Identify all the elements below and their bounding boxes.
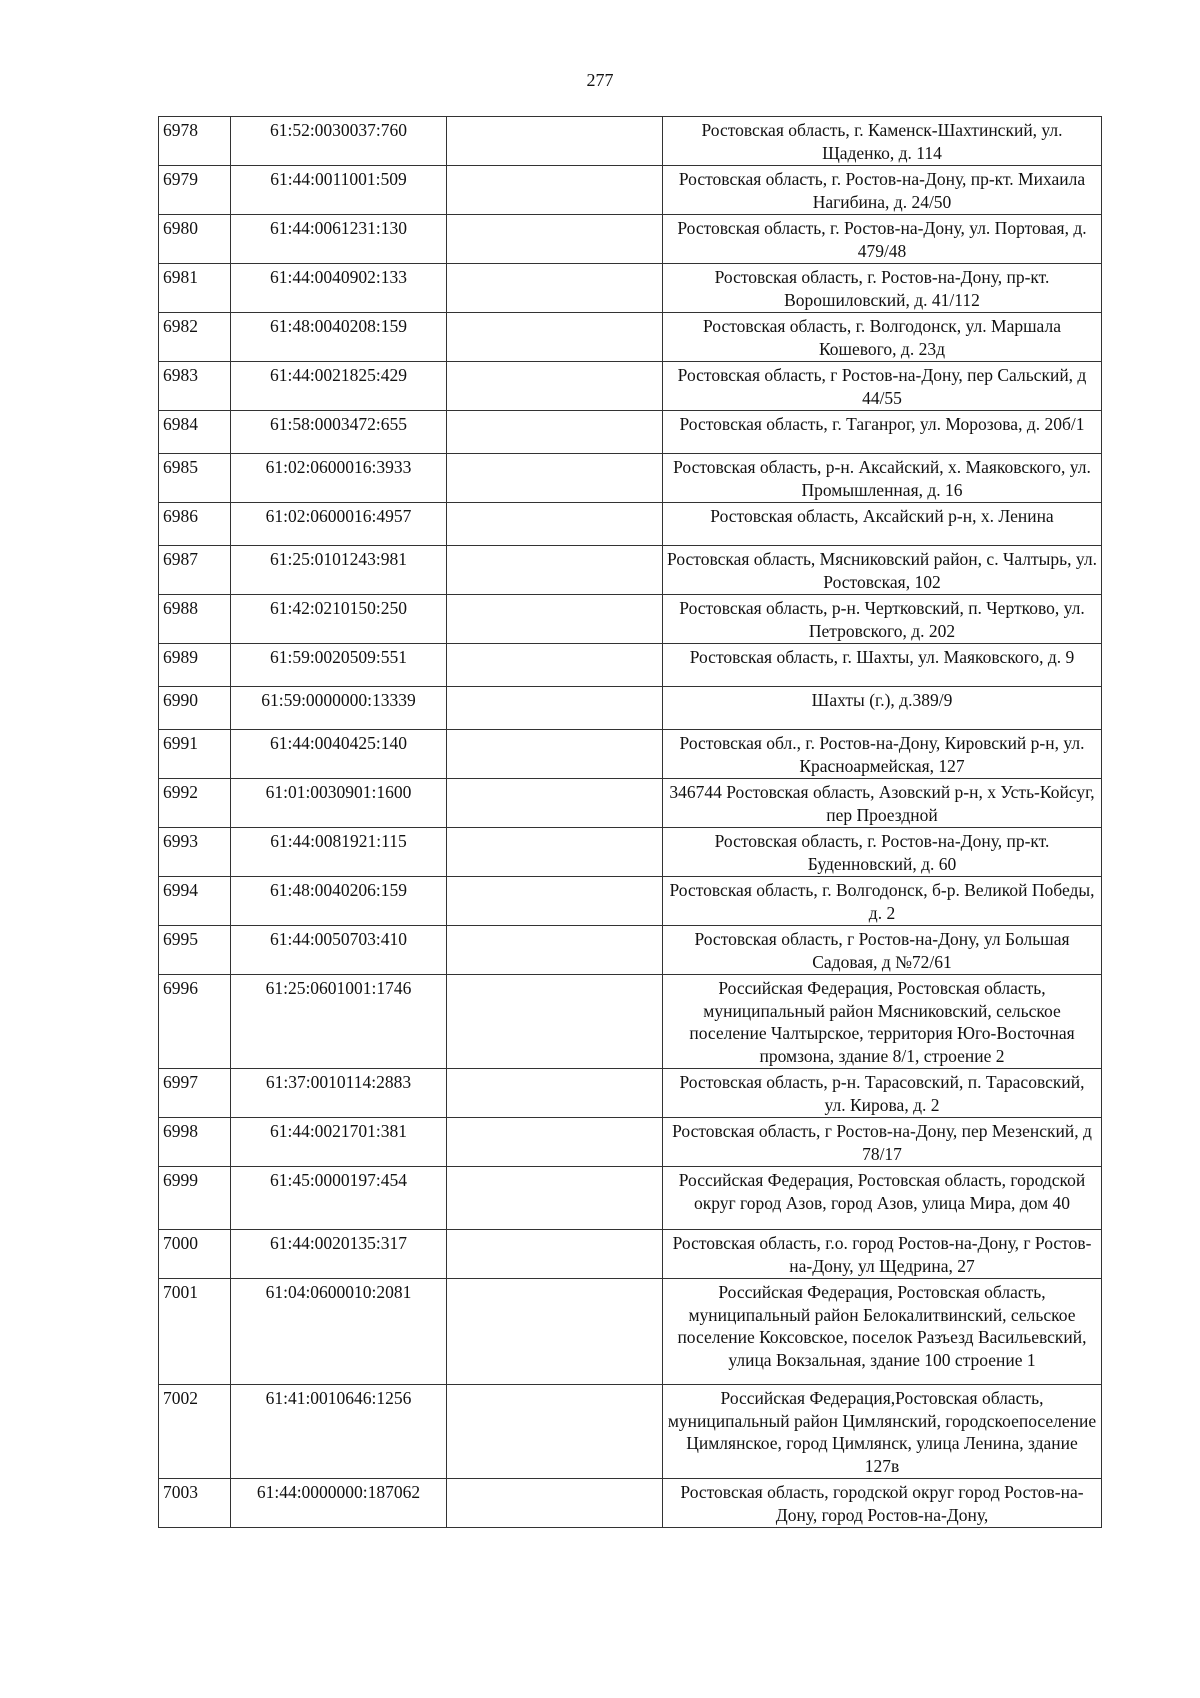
cadastral-number-cell: 61:42:0210150:250 bbox=[231, 595, 447, 644]
address-cell: Ростовская область, г. Ростов-на-Дону, пр-кт. Ворошиловский, д. 41/112 bbox=[663, 264, 1102, 313]
table-row bbox=[159, 1230, 1102, 1279]
table-row bbox=[159, 1479, 1102, 1528]
row-number-cell: 6988 bbox=[159, 595, 231, 644]
cadastral-number-cell: 61:04:0600010:2081 bbox=[231, 1279, 447, 1385]
empty-cell bbox=[447, 975, 663, 1069]
row-number-cell: 6994 bbox=[159, 877, 231, 926]
empty-cell bbox=[447, 215, 663, 264]
empty-cell bbox=[447, 1479, 663, 1528]
table-row bbox=[159, 926, 1102, 975]
cadastral-number-cell: 61:25:0601001:1746 bbox=[231, 975, 447, 1069]
row-number-cell: 6991 bbox=[159, 730, 231, 779]
cadastral-number-cell: 61:48:0040206:159 bbox=[231, 877, 447, 926]
empty-cell bbox=[447, 730, 663, 779]
empty-cell bbox=[447, 503, 663, 546]
table-row bbox=[159, 828, 1102, 877]
address-cell: Ростовская область, г. Волгодонск, б-р. Великой Победы, д. 2 bbox=[663, 877, 1102, 926]
row-number-cell: 6987 bbox=[159, 546, 231, 595]
cadastral-number-cell: 61:59:0020509:551 bbox=[231, 644, 447, 687]
cadastral-number-cell: 61:44:0040425:140 bbox=[231, 730, 447, 779]
address-cell: Ростовская область, г Ростов-на-Дону, ул Большая Садовая, д №72/61 bbox=[663, 926, 1102, 975]
row-number-cell: 6980 bbox=[159, 215, 231, 264]
empty-cell bbox=[447, 1069, 663, 1118]
property-registry-table bbox=[158, 116, 1102, 1528]
address-cell: Ростовская область, городской округ город Ростов-на-Дону, город Ростов-на-Дону, bbox=[663, 1479, 1102, 1528]
cadastral-number-cell: 61:44:0021701:381 bbox=[231, 1118, 447, 1167]
cadastral-number-cell: 61:02:0600016:4957 bbox=[231, 503, 447, 546]
row-number-cell: 6997 bbox=[159, 1069, 231, 1118]
row-number-cell: 6982 bbox=[159, 313, 231, 362]
row-number-cell: 6989 bbox=[159, 644, 231, 687]
address-cell: Ростовская область, р-н. Аксайский, х. Маяковского, ул. Промышленная, д. 16 bbox=[663, 454, 1102, 503]
table-row bbox=[159, 454, 1102, 503]
table-row bbox=[159, 975, 1102, 1069]
cadastral-number-cell: 61:44:0061231:130 bbox=[231, 215, 447, 264]
table-row bbox=[159, 1385, 1102, 1479]
row-number-cell: 6990 bbox=[159, 687, 231, 730]
empty-cell bbox=[447, 166, 663, 215]
table-row bbox=[159, 546, 1102, 595]
address-cell: Ростовская область, г. Каменск-Шахтинский, ул. Щаденко, д. 114 bbox=[663, 117, 1102, 166]
row-number-cell: 6985 bbox=[159, 454, 231, 503]
address-cell: Ростовская область, г.о. город Ростов-на-Дону, г Ростов-на-Дону, ул Щедрина, 27 bbox=[663, 1230, 1102, 1279]
empty-cell bbox=[447, 1230, 663, 1279]
empty-cell bbox=[447, 546, 663, 595]
cadastral-number-cell: 61:44:0050703:410 bbox=[231, 926, 447, 975]
cadastral-number-cell: 61:44:0081921:115 bbox=[231, 828, 447, 877]
address-cell: Ростовская область, г. Волгодонск, ул. Маршала Кошевого, д. 23д bbox=[663, 313, 1102, 362]
table-row bbox=[159, 1279, 1102, 1385]
row-number-cell: 6992 bbox=[159, 779, 231, 828]
cadastral-number-cell: 61:58:0003472:655 bbox=[231, 411, 447, 454]
address-cell: Ростовская область, г. Ростов-на-Дону, пр-кт. Буденновский, д. 60 bbox=[663, 828, 1102, 877]
cadastral-number-cell: 61:37:0010114:2883 bbox=[231, 1069, 447, 1118]
row-number-cell: 7001 bbox=[159, 1279, 231, 1385]
cadastral-number-cell: 61:59:0000000:13339 bbox=[231, 687, 447, 730]
address-cell: Ростовская обл., г. Ростов-на-Дону, Кировский р-н, ул. Красноармейская, 127 bbox=[663, 730, 1102, 779]
table-row bbox=[159, 1167, 1102, 1230]
address-cell: Ростовская область, г. Ростов-на-Дону, пр-кт. Михаила Нагибина, д. 24/50 bbox=[663, 166, 1102, 215]
empty-cell bbox=[447, 313, 663, 362]
address-cell: 346744 Ростовская область, Азовский р-н, х Усть-Койсуг, пер Проездной bbox=[663, 779, 1102, 828]
cadastral-number-cell: 61:48:0040208:159 bbox=[231, 313, 447, 362]
table-row bbox=[159, 1069, 1102, 1118]
table-row bbox=[159, 644, 1102, 687]
row-number-cell: 7000 bbox=[159, 1230, 231, 1279]
address-cell: Ростовская область, Мясниковский район, с. Чалтырь, ул. Ростовская, 102 bbox=[663, 546, 1102, 595]
cadastral-number-cell: 61:44:0040902:133 bbox=[231, 264, 447, 313]
address-cell: Ростовская область, г. Шахты, ул. Маяковского, д. 9 bbox=[663, 644, 1102, 687]
cadastral-number-cell: 61:44:0020135:317 bbox=[231, 1230, 447, 1279]
registry-table-body bbox=[159, 117, 1102, 1528]
cadastral-number-cell: 61:02:0600016:3933 bbox=[231, 454, 447, 503]
address-cell: Российская Федерация, Ростовская область, муниципальный район Белокалитвинский, сельское поселение Коксовское, поселок Разъезд Васильевский, улица Вокзальная, здание 100 строение 1 bbox=[663, 1279, 1102, 1385]
row-number-cell: 6979 bbox=[159, 166, 231, 215]
table-row bbox=[159, 730, 1102, 779]
page-number: 277 bbox=[586, 70, 614, 90]
cadastral-number-cell: 61:41:0010646:1256 bbox=[231, 1385, 447, 1479]
table-row bbox=[159, 166, 1102, 215]
address-cell: Ростовская область, Аксайский р-н, х. Ленина bbox=[663, 503, 1102, 546]
row-number-cell: 6993 bbox=[159, 828, 231, 877]
empty-cell bbox=[447, 687, 663, 730]
table-row bbox=[159, 595, 1102, 644]
table-row bbox=[159, 687, 1102, 730]
address-cell: Российская Федерация, Ростовская область, городской округ город Азов, город Азов, улица Мира, дом 40 bbox=[663, 1167, 1102, 1230]
empty-cell bbox=[447, 595, 663, 644]
address-cell: Ростовская область, г. Ростов-на-Дону, ул. Портовая, д. 479/48 bbox=[663, 215, 1102, 264]
empty-cell bbox=[447, 1167, 663, 1230]
row-number-cell: 6999 bbox=[159, 1167, 231, 1230]
table-row bbox=[159, 117, 1102, 166]
row-number-cell: 6996 bbox=[159, 975, 231, 1069]
empty-cell bbox=[447, 644, 663, 687]
row-number-cell: 7002 bbox=[159, 1385, 231, 1479]
row-number-cell: 6998 bbox=[159, 1118, 231, 1167]
address-cell: Российская Федерация,Ростовская область, муниципальный район Цимлянский, городскоепоселение Цимлянское, город Цимлянск, улица Ленина, здание 127в bbox=[663, 1385, 1102, 1479]
empty-cell bbox=[447, 1118, 663, 1167]
empty-cell bbox=[447, 926, 663, 975]
cadastral-number-cell: 61:44:0000000:187062 bbox=[231, 1479, 447, 1528]
table-row bbox=[159, 264, 1102, 313]
cadastral-number-cell: 61:44:0011001:509 bbox=[231, 166, 447, 215]
cadastral-number-cell: 61:52:0030037:760 bbox=[231, 117, 447, 166]
empty-cell bbox=[447, 828, 663, 877]
table-row bbox=[159, 411, 1102, 454]
address-cell: Шахты (г.), д.389/9 bbox=[663, 687, 1102, 730]
row-number-cell: 6981 bbox=[159, 264, 231, 313]
row-number-cell: 7003 bbox=[159, 1479, 231, 1528]
address-cell: Ростовская область, р-н. Чертковский, п. Чертково, ул. Петровского, д. 202 bbox=[663, 595, 1102, 644]
table-row bbox=[159, 877, 1102, 926]
row-number-cell: 6984 bbox=[159, 411, 231, 454]
row-number-cell: 6983 bbox=[159, 362, 231, 411]
empty-cell bbox=[447, 454, 663, 503]
table-row bbox=[159, 313, 1102, 362]
empty-cell bbox=[447, 1385, 663, 1479]
cadastral-number-cell: 61:01:0030901:1600 bbox=[231, 779, 447, 828]
address-cell: Российская Федерация, Ростовская область, муниципальный район Мясниковский, сельское поселение Чалтырское, территория Юго-Восточная промзона, здание 8/1, строение 2 bbox=[663, 975, 1102, 1069]
address-cell: Ростовская область, р-н. Тарасовский, п. Тарасовский, ул. Кирова, д. 2 bbox=[663, 1069, 1102, 1118]
empty-cell bbox=[447, 779, 663, 828]
empty-cell bbox=[447, 411, 663, 454]
table-row bbox=[159, 503, 1102, 546]
empty-cell bbox=[447, 264, 663, 313]
row-number-cell: 6995 bbox=[159, 926, 231, 975]
row-number-cell: 6986 bbox=[159, 503, 231, 546]
cadastral-number-cell: 61:25:0101243:981 bbox=[231, 546, 447, 595]
address-cell: Ростовская область, г Ростов-на-Дону, пер Мезенский, д 78/17 bbox=[663, 1118, 1102, 1167]
empty-cell bbox=[447, 117, 663, 166]
table-row bbox=[159, 215, 1102, 264]
empty-cell bbox=[447, 877, 663, 926]
cadastral-number-cell: 61:45:0000197:454 bbox=[231, 1167, 447, 1230]
address-cell: Ростовская область, г. Таганрог, ул. Морозова, д. 20б/1 bbox=[663, 411, 1102, 454]
table-row bbox=[159, 779, 1102, 828]
empty-cell bbox=[447, 362, 663, 411]
address-cell: Ростовская область, г Ростов-на-Дону, пер Сальский, д 44/55 bbox=[663, 362, 1102, 411]
row-number-cell: 6978 bbox=[159, 117, 231, 166]
table-row bbox=[159, 362, 1102, 411]
table-row bbox=[159, 1118, 1102, 1167]
empty-cell bbox=[447, 1279, 663, 1385]
cadastral-number-cell: 61:44:0021825:429 bbox=[231, 362, 447, 411]
